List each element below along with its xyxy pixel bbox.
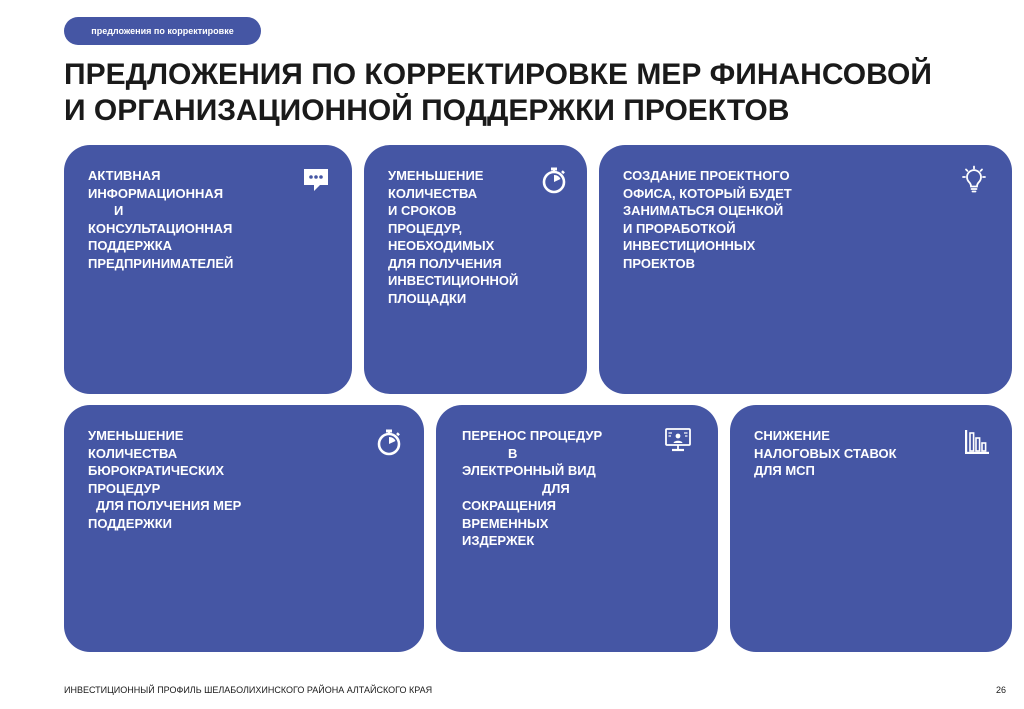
- card-text-line: УМЕНЬШЕНИЕ: [388, 168, 484, 183]
- card-text-line: СОКРАЩЕНИЯ: [462, 498, 557, 513]
- card-text-line: НЕОБХОДИМЫХ: [388, 238, 495, 253]
- card-text-line: ВРЕМЕННЫХ: [462, 515, 549, 531]
- card-project-office: [599, 145, 1012, 394]
- card-text-line: ИЗДЕРЖЕК: [462, 533, 535, 548]
- page-title-line: И ОРГАНИЗАЦИОННОЙ ПОДДЕРЖКИ ПРОЕКТОВ: [64, 94, 790, 127]
- card-text-line: ОФИСА, КОТОРЫЙ БУДЕТ: [623, 185, 792, 201]
- card-text-line: И: [114, 203, 124, 218]
- stopwatch-icon: [539, 165, 569, 195]
- card-text-line: КОНСУЛЬТАЦИОННАЯ: [88, 220, 233, 236]
- computer-monitor-icon: [663, 425, 693, 455]
- card-text-line: ДЛЯ: [542, 480, 570, 496]
- card-text: [462, 427, 602, 550]
- card-text-line: ДЛЯ ПОЛУЧЕНИЯ МЕР: [96, 498, 242, 513]
- card-tax-rates: [730, 405, 1012, 652]
- card-text-line: НАЛОГОВЫХ СТАВОК: [754, 445, 897, 461]
- card-text-line: ИНФОРМАЦИОННАЯ: [88, 185, 224, 201]
- card-text-line: ЗАНИМАТЬСЯ ОЦЕНКОЙ: [623, 203, 784, 218]
- card-text-line: КОЛИЧЕСТВА: [388, 185, 478, 201]
- lightbulb-icon: [959, 165, 989, 195]
- card-text-line: ЭЛЕКТРОННЫЙ ВИД: [462, 463, 596, 478]
- card-text-line: ПРОЦЕДУР: [88, 480, 161, 496]
- page-title-line: ПРЕДЛОЖЕНИЯ ПО КОРРЕКТИРОВКЕ МЕР ФИНАНСОВОЙ: [64, 58, 932, 91]
- card-text: [88, 167, 233, 272]
- speech-bubble-icon: [301, 165, 331, 195]
- card-text-line: ПРОЕКТОВ: [623, 255, 696, 271]
- stopwatch-icon: [374, 427, 404, 457]
- card-information-support: [64, 145, 352, 394]
- card-text: [623, 167, 792, 272]
- card-text: [754, 427, 897, 480]
- card-text-line: ДЛЯ МСП: [754, 463, 815, 478]
- card-electronic-procedures: [436, 405, 718, 652]
- bar-chart-icon: [962, 427, 992, 457]
- footer-text: ИНВЕСТИЦИОННЫЙ ПРОФИЛЬ ШЕЛАБОЛИХИНСКОГО РАЙОНА АЛТАЙСКОГО КРАЯ: [64, 685, 433, 695]
- card-text-line: ПЛОЩАДКИ: [388, 290, 467, 306]
- card-text-line: ПОДДЕРЖКА: [88, 238, 173, 253]
- card-text-line: ПОДДЕРЖКИ: [88, 515, 173, 531]
- card-text-line: ИНВЕСТИЦИОННЫХ: [623, 238, 756, 253]
- card-text-line: В: [508, 445, 518, 461]
- page-number: 26: [995, 685, 1006, 695]
- card-text-line: ПРЕДПРИНИМАТЕЛЕЙ: [88, 255, 234, 271]
- card-text: [388, 167, 518, 307]
- card-text-line: СОЗДАНИЕ ПРОЕКТНОГО: [623, 168, 790, 183]
- card-text-line: ДЛЯ ПОЛУЧЕНИЯ: [388, 255, 502, 271]
- section-label-pill: предложения по корректировке: [64, 17, 261, 45]
- card-reduce-bureaucracy: [64, 405, 424, 652]
- card-text-line: ПЕРЕНОС ПРОЦЕДУР: [462, 428, 603, 443]
- card-text-line: ПРОЦЕДУР,: [388, 220, 463, 236]
- card-text-line: УМЕНЬШЕНИЕ: [88, 428, 184, 443]
- card-text-line: ИНВЕСТИЦИОННОЙ: [388, 273, 519, 288]
- card-text-line: КОЛИЧЕСТВА: [88, 445, 178, 461]
- card-text-line: СНИЖЕНИЕ: [754, 428, 830, 443]
- card-text: [88, 427, 241, 532]
- card-text-line: АКТИВНАЯ: [88, 168, 161, 183]
- page-title: [64, 57, 1004, 129]
- card-reduce-procedures-site: [364, 145, 587, 394]
- card-text-line: БЮРОКРАТИЧЕСКИХ: [88, 463, 224, 478]
- card-text-line: И ПРОРАБОТКОЙ: [623, 220, 736, 236]
- card-text-line: И СРОКОВ: [388, 203, 457, 218]
